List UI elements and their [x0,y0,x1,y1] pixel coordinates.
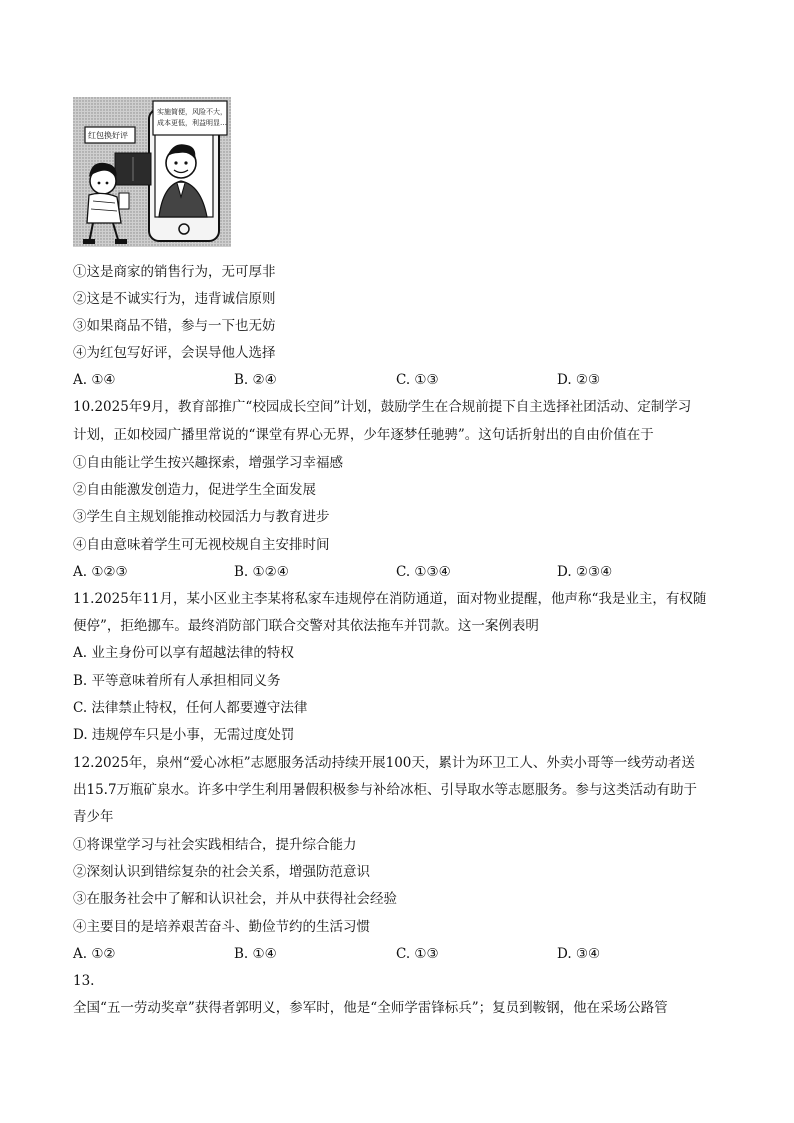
q12-stem-line-2: 出15.7万瓶矿泉水。许多中学生利用暑假积极参与补给冰柜、引导取水等志愿服务。参与这类活动有助于 [73,782,698,798]
q10-option-c: C. ①③④ [396,564,451,580]
q9-option-a: A. ①④ [73,372,116,388]
q12-statement-3: ③在服务社会中了解和认识社会，并从中获得社会经验 [73,891,397,907]
q12-stem-line-3: 青少年 [73,809,114,825]
q10-stem-line-1: 10.2025年9月，教育部推广“校园成长空间”计划，鼓励学生在合规前提下自主选择社团活动、定制学习 [73,399,692,415]
cartoon-illustration [73,97,231,247]
q12-option-a: A. ①② [73,946,116,962]
bubble-left-text: 红包换好评 [88,131,128,140]
q9-option-d: D. ②③ [557,372,601,388]
q11-stem-line-2: 便停”，拒绝挪车。最终消防部门联合交警对其依法拖车并罚款。这一案例表明 [73,618,539,634]
q13-number: 13. [73,973,95,989]
q10-stem-line-2: 计划，正如校园广播里常说的“课堂有界心无界，少年逐梦任驰骋”。这句话折射出的自由价值在于 [73,427,654,443]
q12-option-d: D. ③④ [557,946,601,962]
q10-statement-2: ②自由能激发创造力，促进学生全面发展 [73,482,316,498]
bubble-right-line-2: 成本更低，利益明显… [157,119,227,127]
q10-statement-1: ①自由能让学生按兴趣探索，增强学习幸福感 [73,455,343,471]
q10-option-b: B. ①②④ [234,564,289,580]
q9-option-c: C. ①③ [396,372,439,388]
q9-statement-4: ④为红包写好评，会误导他人选择 [73,345,276,361]
q9-statement-3: ③如果商品不错，参与一下也无妨 [73,318,276,334]
q9-statement-2: ②这是不诚实行为，违背诚信原则 [73,291,276,307]
q10-option-a: A. ①②③ [73,564,128,580]
q12-stem-line-1: 12.2025年，泉州“爱心冰柜”志愿服务活动持续开展100天，累计为环卫工人、外卖小哥等一线劳动者送 [73,755,695,771]
q12-statement-2: ②深刻认识到错综复杂的社会关系，增强防范意识 [73,864,370,880]
q11-choice-a: A. 业主身份可以享有超越法律的特权 [73,645,294,661]
q13-stem-line-1: 全国“五一劳动奖章”获得者郭明义，参军时，他是“全师学雷锋标兵”；复员到鞍钢，他在采场公路管 [73,1000,668,1016]
bubble-right-line-1: 实施简便，风险不大， [157,108,227,116]
q10-statement-3: ③学生自主规划能推动校园活力与教育进步 [73,509,330,525]
q9-statement-1: ①这是商家的销售行为，无可厚非 [73,264,276,280]
q12-statement-1: ①将课堂学习与社会实践相结合，提升综合能力 [73,837,357,853]
q9-option-b: B. ②④ [234,372,277,388]
q10-statement-4: ④自由意味着学生可无视校规自主安排时间 [73,537,330,553]
q11-choice-c: C. 法律禁止特权，任何人都要遵守法律 [73,700,308,716]
q11-choice-b: B. 平等意味着所有人承担相同义务 [73,673,281,689]
q12-statement-4: ④主要目的是培养艰苦奋斗、勤俭节约的生活习惯 [73,919,370,935]
q12-option-b: B. ①④ [234,946,277,962]
q11-choice-d: D. 违规停车只是小事，无需过度处罚 [73,727,295,743]
q10-option-d: D. ②③④ [557,564,613,580]
q11-stem-line-1: 11.2025年11月，某小区业主李某将私家车违规停在消防通道，面对物业提醒，他声称“我是业主，有权随 [73,591,707,607]
q12-option-c: C. ①③ [396,946,439,962]
